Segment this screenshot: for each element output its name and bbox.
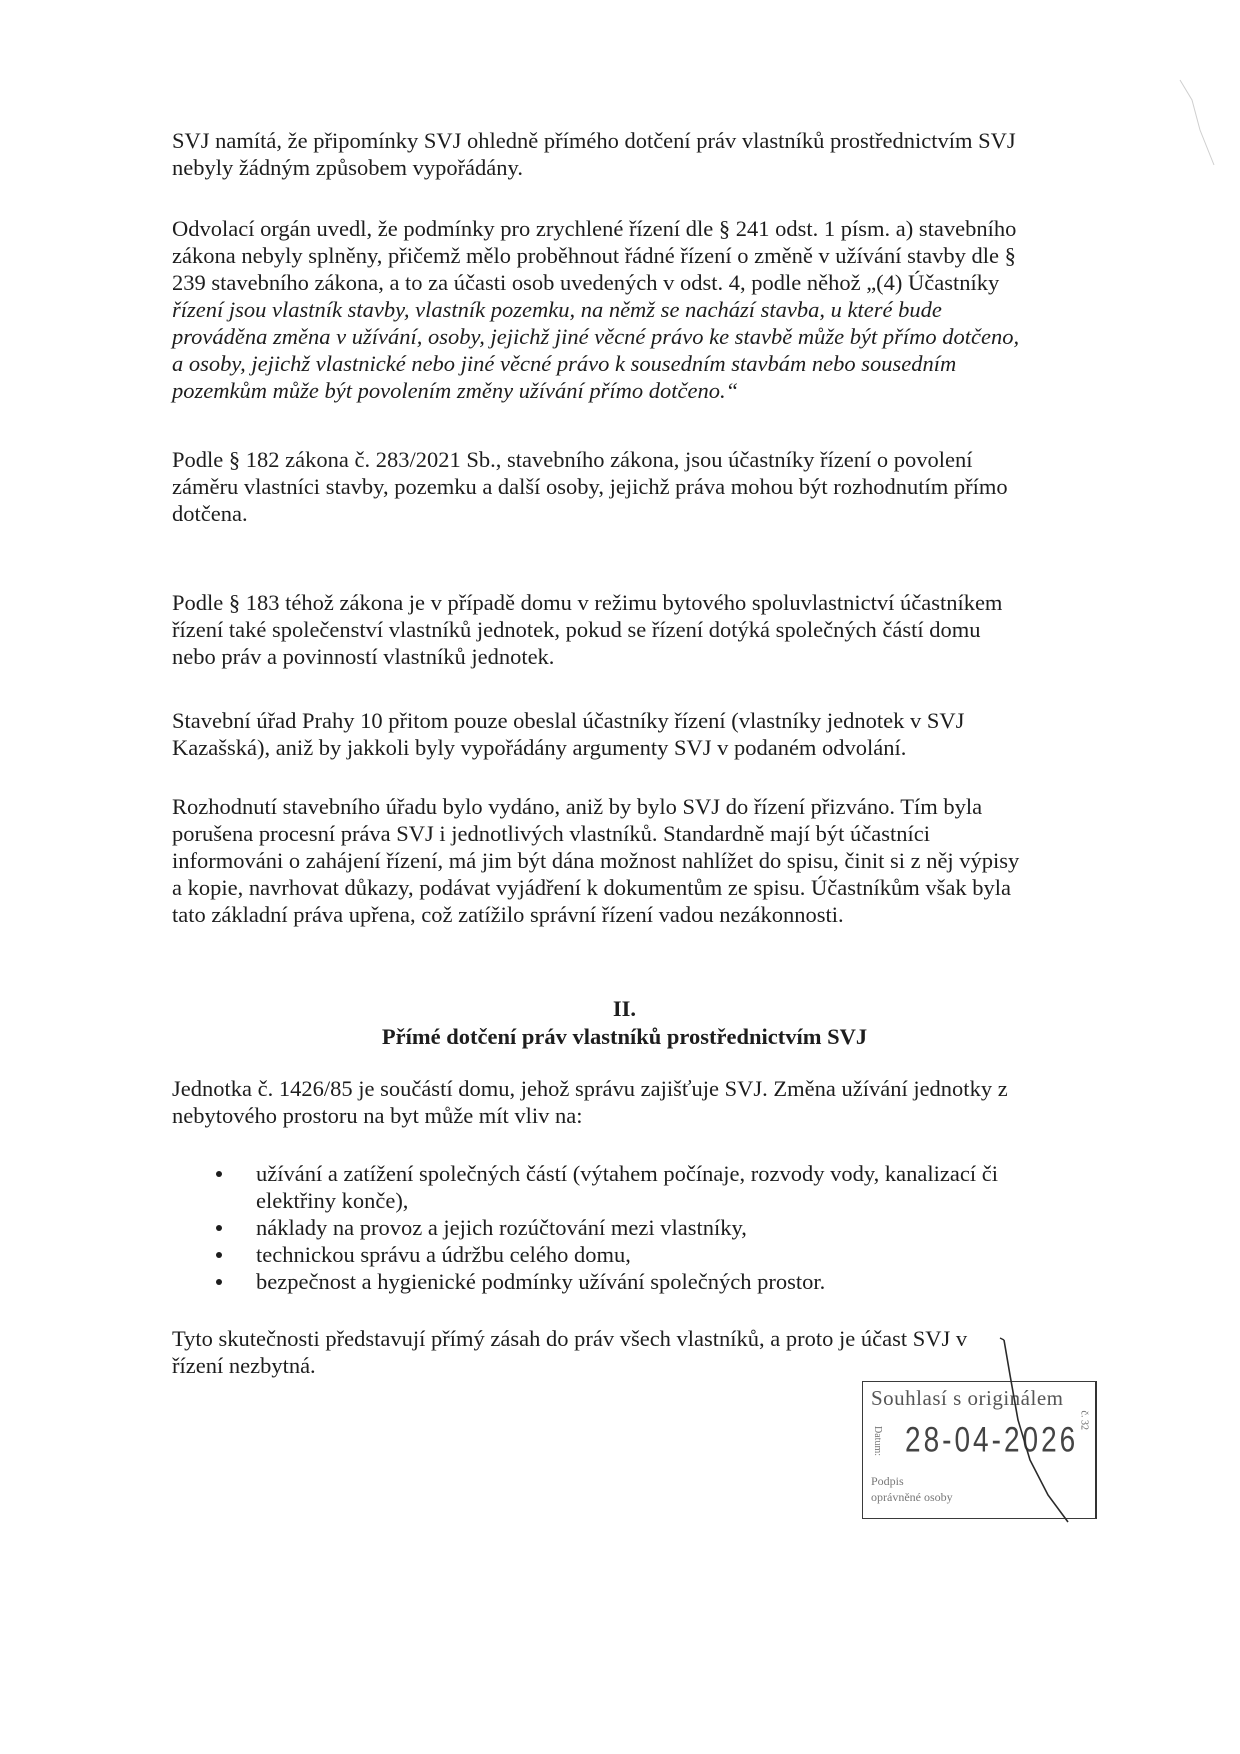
stamp-sign-sublabel: oprávněné osoby [871, 1490, 953, 1504]
text-line: a osoby, jejichž vlastnické nebo jiné věcné právo k sousedním stavbám nebo sousedním [172, 351, 957, 376]
section-number: II. [612, 996, 637, 1021]
text-line: bezpečnost a hygienické podmínky užívání společných prostor. [256, 1269, 826, 1294]
text-line: Podle § 182 zákona č. 283/2021 Sb., stavebního zákona, jsou účastníky řízení o povolení [172, 447, 973, 472]
paragraph-7 [172, 1075, 1077, 1129]
text-line: záměru vlastníci stavby, pozemku a další osoby, jejichž práva mohou být rozhodnutím přímo [172, 474, 1008, 499]
text-line: užívání a zatížení společných částí (výtahem počínaje, rozvody vody, kanalizací či [256, 1161, 998, 1186]
paragraph-4 [172, 589, 1077, 670]
stamp-title: Souhlasí s originálem [871, 1386, 1064, 1410]
bullet-icon [216, 1225, 222, 1231]
paragraph-1 [172, 127, 1077, 181]
text-line: prováděna změna v užívání, osoby, jejichž jiné věcné právo ke stavbě může být přímo dotčeno, [172, 324, 1020, 349]
text-line: Jednotka č. 1426/85 je součástí domu, jehož správu zajišťuje SVJ. Změna užívání jednotky z [172, 1076, 1008, 1101]
stamp-date: 28-04-2026 [905, 1420, 1079, 1459]
text-line: a kopie, navrhovat důkazy, podávat vyjádření k dokumentům ze spisu. Účastníkům však byla [172, 875, 1011, 900]
text-line: řízení nezbytná. [172, 1353, 316, 1378]
certification-stamp [862, 1381, 1097, 1519]
paragraph-5 [172, 707, 1077, 761]
text-line: Kazašská), aniž by jakkoli byly vypořádány argumenty SVJ v podaném odvolání. [172, 735, 907, 760]
text-line: SVJ namítá, že připomínky SVJ ohledně přímého dotčení práv vlastníků prostřednictvím SVJ [172, 128, 1016, 153]
text-line: elektřiny konče), [256, 1188, 409, 1213]
list-item [172, 1214, 1077, 1241]
stamp-date-label: Datum: [872, 1426, 883, 1456]
paragraph-8 [172, 1325, 1077, 1379]
text-line: technickou správu a údržbu celého domu, [256, 1242, 631, 1267]
text-line: zákona nebyly splněny, přičemž mělo proběhnout řádné řízení o změně v užívání stavby dle § [172, 243, 1016, 268]
text-line: nebo práv a povinností vlastníků jednotek. [172, 644, 555, 669]
bullet-icon [216, 1279, 222, 1285]
text-line: Tyto skutečnosti představují přímý zásah do práv všech vlastníků, a proto je účast SVJ v [172, 1326, 968, 1351]
paragraph-6 [172, 793, 1077, 928]
list-item [172, 1241, 1077, 1268]
list-item [172, 1268, 1077, 1295]
text-line: Rozhodnutí stavebního úřadu bylo vydáno, aniž by bylo SVJ do řízení přizváno. Tím byla [172, 794, 983, 819]
stamp-sign-label: Podpis [871, 1474, 904, 1488]
stamp-number: č. 32 [1078, 1410, 1089, 1430]
text-line: Stavební úřad Prahy 10 přitom pouze obeslal účastníky řízení (vlastníky jednotek v SVJ [172, 708, 965, 733]
text-line: porušena procesní práva SVJ i jednotlivých vlastníků. Standardně mají být účastníci [172, 821, 930, 846]
section-title: Přímé dotčení práv vlastníků prostřednictvím SVJ [381, 1024, 868, 1049]
bullet-list [172, 1160, 1077, 1295]
paragraph-3 [172, 446, 1077, 527]
text-line: řízení také společenství vlastníků jednotek, pokud se řízení dotýká společných částí domu [172, 617, 981, 642]
text-line: tato základní práva upřena, což zatížilo správní řízení vadou nezákonnosti. [172, 902, 844, 927]
text-line: řízení jsou vlastník stavby, vlastník pozemku, na němž se nachází stavba, u které bude [172, 297, 942, 322]
paragraph-2 [172, 215, 1077, 404]
text-line: 239 stavebního zákona, a to za účasti osob uvedených v odst. 4, podle něhož „(4) Účastníky [172, 270, 1000, 295]
text-line: informováni o zahájení řízení, má jim být dána možnost nahlížet do spisu, činit si z něj výpisy [172, 848, 1020, 873]
bullet-icon [216, 1252, 222, 1258]
text-line: Podle § 183 téhož zákona je v případě domu v režimu bytového spoluvlastnictví účastníkem [172, 590, 1003, 615]
text-line: náklady na provoz a jejich rozúčtování mezi vlastníky, [256, 1215, 747, 1240]
text-line: dotčena. [172, 501, 248, 526]
text-line: nebytového prostoru na byt může mít vliv na: [172, 1103, 583, 1128]
text-line: Odvolací orgán uvedl, že podmínky pro zrychlené řízení dle § 241 odst. 1 písm. a) stavebního [172, 216, 1017, 241]
list-item [172, 1160, 1077, 1214]
text-line: nebyly žádným způsobem vypořádány. [172, 155, 523, 180]
text-line: pozemkům může být povolením změny užívání přímo dotčeno.“ [172, 378, 739, 403]
bullet-icon [216, 1171, 222, 1177]
